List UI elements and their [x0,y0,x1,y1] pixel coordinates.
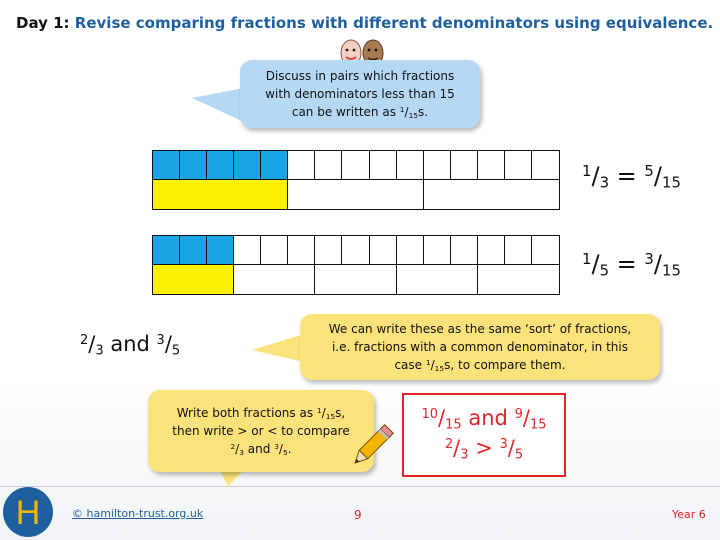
bar-cell-fifteenth [424,151,451,180]
answer-line-1: $^{10}/_{15}$ and $^9/_{15}$ [421,406,547,433]
title-text: Revise comparing fractions with different denominators using equivalence. [74,14,714,32]
bar-cell-part [478,265,559,294]
bar-cell-part [234,265,315,294]
bar-cell-fifteenth [478,236,505,265]
common-line-2: i.e. fractions with a common denominator, in this [331,340,629,354]
bar-cell-fifteenth [451,151,478,180]
compare-line-3: $^2/_3$ and $^3/_5$. [230,441,292,457]
title-day: Day 1: [16,14,70,32]
bar-cell-part [315,265,396,294]
bar-cell-fifteenth [288,236,315,265]
bar-cell-fifteenth [234,151,261,180]
compare-task-bubble [148,390,374,472]
bar-cell-fifteenth [261,236,288,265]
bar-cell-fifteenth [532,236,559,265]
answer-box [402,393,566,477]
bar-cell-fifteenth [370,236,397,265]
discuss-line-2: with denominators less than 15 [265,87,455,101]
bar-cell-fifteenth [180,151,207,180]
bar-cell-fifteenth [315,236,342,265]
answer-line-2: $^2/_3 > ^3/_5$ [444,436,524,463]
bar-model-fifths [152,235,560,295]
bar-cell-fifteenth [424,236,451,265]
bar-cell-fifteenth [505,151,532,180]
bar-cell-fifteenth [234,236,261,265]
bar-cell-fifteenth [342,151,369,180]
bar-cell-fifteenth [478,151,505,180]
bar-cell-part [288,180,423,209]
bar-cell-part [153,180,288,209]
common-line-1: We can write these as the same ‘sort’ of fractions, [328,322,632,336]
page-number: 9 [354,508,362,522]
bar-cell-fifteenth [370,151,397,180]
bar-cell-fifteenth [505,236,532,265]
equation-fifths: $^1/_5 = ^3/_{15}$ [582,249,681,280]
hamilton-logo-icon [2,486,54,538]
footer-divider [0,486,720,487]
bar-cell-fifteenth [451,236,478,265]
compare-line-1: Write both fractions as $^1/_{15}s$, [176,405,346,421]
bar-cell-fifteenth [397,151,424,180]
bar-cell-fifteenth [315,151,342,180]
bar-cell-fifteenth [342,236,369,265]
bar-cell-fifteenth [153,151,180,180]
bar-cell-fifteenth [180,236,207,265]
discuss-line-3: can be written as $^1/_{15}s$. [291,104,429,120]
bar-cell-part [424,180,559,209]
fractions-to-compare: $^2/_3$ and $^3/_5$ [80,332,181,359]
copyright-link[interactable]: © hamilton-trust.org.uk [72,507,204,520]
discuss-line-1: Discuss in pairs which fractions [265,69,455,83]
common-denominator-bubble [300,314,660,380]
bar-cell-fifteenth [153,236,180,265]
compare-line-2: then write > or < to compare [172,424,350,438]
equation-thirds: $^1/_3 = ^5/_{15}$ [582,161,681,192]
bar-cell-fifteenth [532,151,559,180]
bar-cell-fifteenth [397,236,424,265]
bar-cell-fifteenth [261,151,288,180]
page-title [16,14,716,32]
bar-cell-fifteenth [288,151,315,180]
bar-cell-fifteenth [207,236,234,265]
common-line-3: case $^1/_{15}s$, to compare them. [394,357,566,373]
svg-text:H: H [15,494,41,532]
bar-cell-part [397,265,478,294]
year-group-label: Year 6 [672,508,706,521]
bar-cell-part [153,265,234,294]
bar-cell-fifteenth [207,151,234,180]
discuss-bubble [240,60,480,128]
pencil-icon [346,420,398,472]
bar-model-thirds [152,150,560,210]
